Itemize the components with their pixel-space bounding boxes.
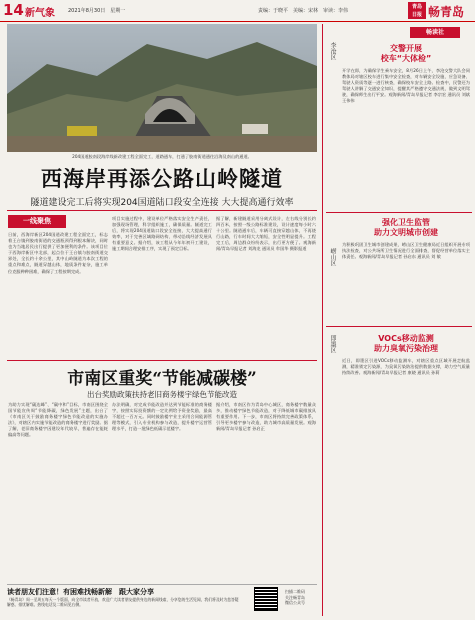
brief-body-1: 开学在即，为确保学生乘车安全，8月26日上午，李沧交警大队会同教体局对辖区校车进行集中安全检查，对车辆安全设施、应急设备、驾驶人资质等逐一进行核查，确保校车安全上路。检查中，民警还为驾驶人讲解了交通安全知识，提醒其严格遵守交通法规，做到文明驾驶，确保师生出行平安。观海新闻/青岛早报记者 李宗宏 通讯员 刘斌 王伟伟	[342, 68, 470, 104]
sidebar-badge: 畅读社	[410, 27, 460, 38]
brief-headline-2: 强化卫生监管 助力文明城市创建	[374, 218, 438, 237]
second-column-2: 办法明确，对完成节能改造并达到节能标准的商务楼宇，按照实际投资额的一定比例给予资金奖励，最高不超过一百万元。同时鼓励楼宇业主采用合同能源管理等模式，引入专业机构参与改造，提升楼宇运营管理水平，打造一批绿色低碳示范楼宇。	[112, 402, 212, 432]
lead-column-2: 项目实施过程中，建设单位严格落实安全生产责任，加强现场管理，科学组织施工，确保质量。隧道完工后，将实现204国道陆口段安全连接，大大提高通行效率，对于完善区域路网结构、带动沿线经济发展具有重要意义。据介绍，该工程从今年年初开工建设，施工期间合理安排工序，实现了预定目标。	[112, 216, 212, 252]
divider	[7, 210, 317, 211]
page-header	[0, 0, 475, 22]
photo-caption: 204国道胶南段海岸线新改建工程全面完工，道路通车，打通了胶南街道通往沿海及南山的通道。	[72, 154, 252, 159]
notice-body: 《畅青岛》周一至周五每天一个版面，向全市读者开放，欢迎广大读者朋友提供身边的新闻线索，分享您的生活见闻，我们将及时为您答疑解惑、排忧解难。热线电话及二维码见右侧。	[7, 597, 239, 607]
reader-notice	[7, 584, 317, 616]
brief-headline-3: VOCs移动监测 助力臭氧污染治理	[374, 334, 438, 353]
divider	[7, 360, 317, 361]
editors-line: 责编：于晓平 美编：宋林 审读：李伟	[258, 8, 349, 14]
lead-subhead: 隧道建设完工后将实现204国道陆口段安全连接 大大提高通行效率	[30, 198, 294, 208]
section-tag: 一线聚焦	[8, 215, 66, 228]
lead-headline: 西海岸再添公路山岭隧道	[41, 166, 283, 191]
issue-date: 2021年8月30日 星期一	[68, 8, 126, 14]
paper-badge: 青岛 日报	[408, 2, 426, 19]
second-column-3: 据介绍，市南区作为青岛中心城区，商务楼宇数量众多，推动楼宇绿色节能改造，对于降低城市碳排放具有重要作用。下一步，市南区将持续完善政策体系，引导更多楼宇参与改造，助力城市高质量发展。观海新闻/青岛早报记者 孙启正	[216, 402, 316, 432]
second-subhead: 出台奖励政策扶持老旧商务楼宇绿色节能改造	[87, 390, 237, 399]
brief-headline-1: 交警开展 校车“大体检”	[380, 44, 432, 63]
district-label-laoshan: 崂山区	[329, 248, 336, 266]
brief-body-2: 为积极巩固卫生城市创建成果，崂山区卫生健康局近日组织开展专项执法检查，对公共场所卫生情况进行全面排查，督促经营单位落实主体责任。观海新闻/青岛早报记者 孙启东 通讯员 刘 敏	[342, 242, 470, 260]
divider	[326, 212, 472, 213]
section-title: 新气象	[25, 8, 55, 19]
tunnel-photo	[7, 24, 317, 152]
brief-body-3: 近日，即墨区引进VOCs移动监测车，对辖区重点区域开展走航监测，精准锁定污染源，为臭氧污染防治提供数据支撑，助力空气质量持续改善。观海新闻/青岛早报记者 康晓 通讯员 孙莉	[342, 358, 470, 376]
divider	[326, 326, 472, 327]
notice-title: 读者朋友们注意！有困难找畅新解 跟大家分享	[7, 588, 154, 596]
page-number: 14	[3, 1, 24, 19]
lead-column-1: 日前，西海岸新区204国道改建工程全面完工，标志着王台镇到胶南街道的交通瓶颈得到根本解决，同时也为当地居民出行提供了更加便利的条件。该项目位于西海岸新区中北部，起点位于王台镇与胶南街道交界处，全长约十余公里，其中山岭隧道为本次工程的重点和难点，隧道穿越山体，地质条件复杂，施工单位克服种种困难，确保了工程按期完成。	[8, 232, 108, 274]
district-label-jimo: 即墨区	[329, 335, 336, 353]
district-label-licang: 李沧区	[329, 42, 336, 60]
brand-title: 畅青岛	[428, 5, 465, 19]
lead-column-3: 据了解，新建隧道采用分离式设计，左右线分别长约四百米，按照一级公路标准建设，设计速度每小时六十公里。隧道通车后，车辆可直接穿越山体，不再绕行山路，行车时间大大缩短，安全性明显提升。工程完工后，周边群众纷纷表示，出行更方便了。观海新闻/青岛早报记者 刘海龙 通讯员 牟国华 摄影报道	[216, 216, 316, 252]
second-headline: 市南区重奖“节能减碳楼”	[67, 369, 257, 389]
second-column-1: 为助力实现“碳达峰”、“碳中和”目标，市南区围绕全国节能宣传周“节能降碳，绿色发展”主题，出台了《市南区关于鼓励商务楼宇绿色节能改造的实施办法》，对辖区内实施节能改造的商务楼宇进行奖励。据了解，老旧商务楼宇因建设年代较早，普遍存在能耗偏高等问题。	[8, 402, 108, 438]
column-divider	[322, 24, 323, 616]
qr-label: 扫描二维码 关注畅青岛 微信公众号	[285, 589, 305, 605]
qr-code-icon[interactable]	[254, 587, 278, 611]
